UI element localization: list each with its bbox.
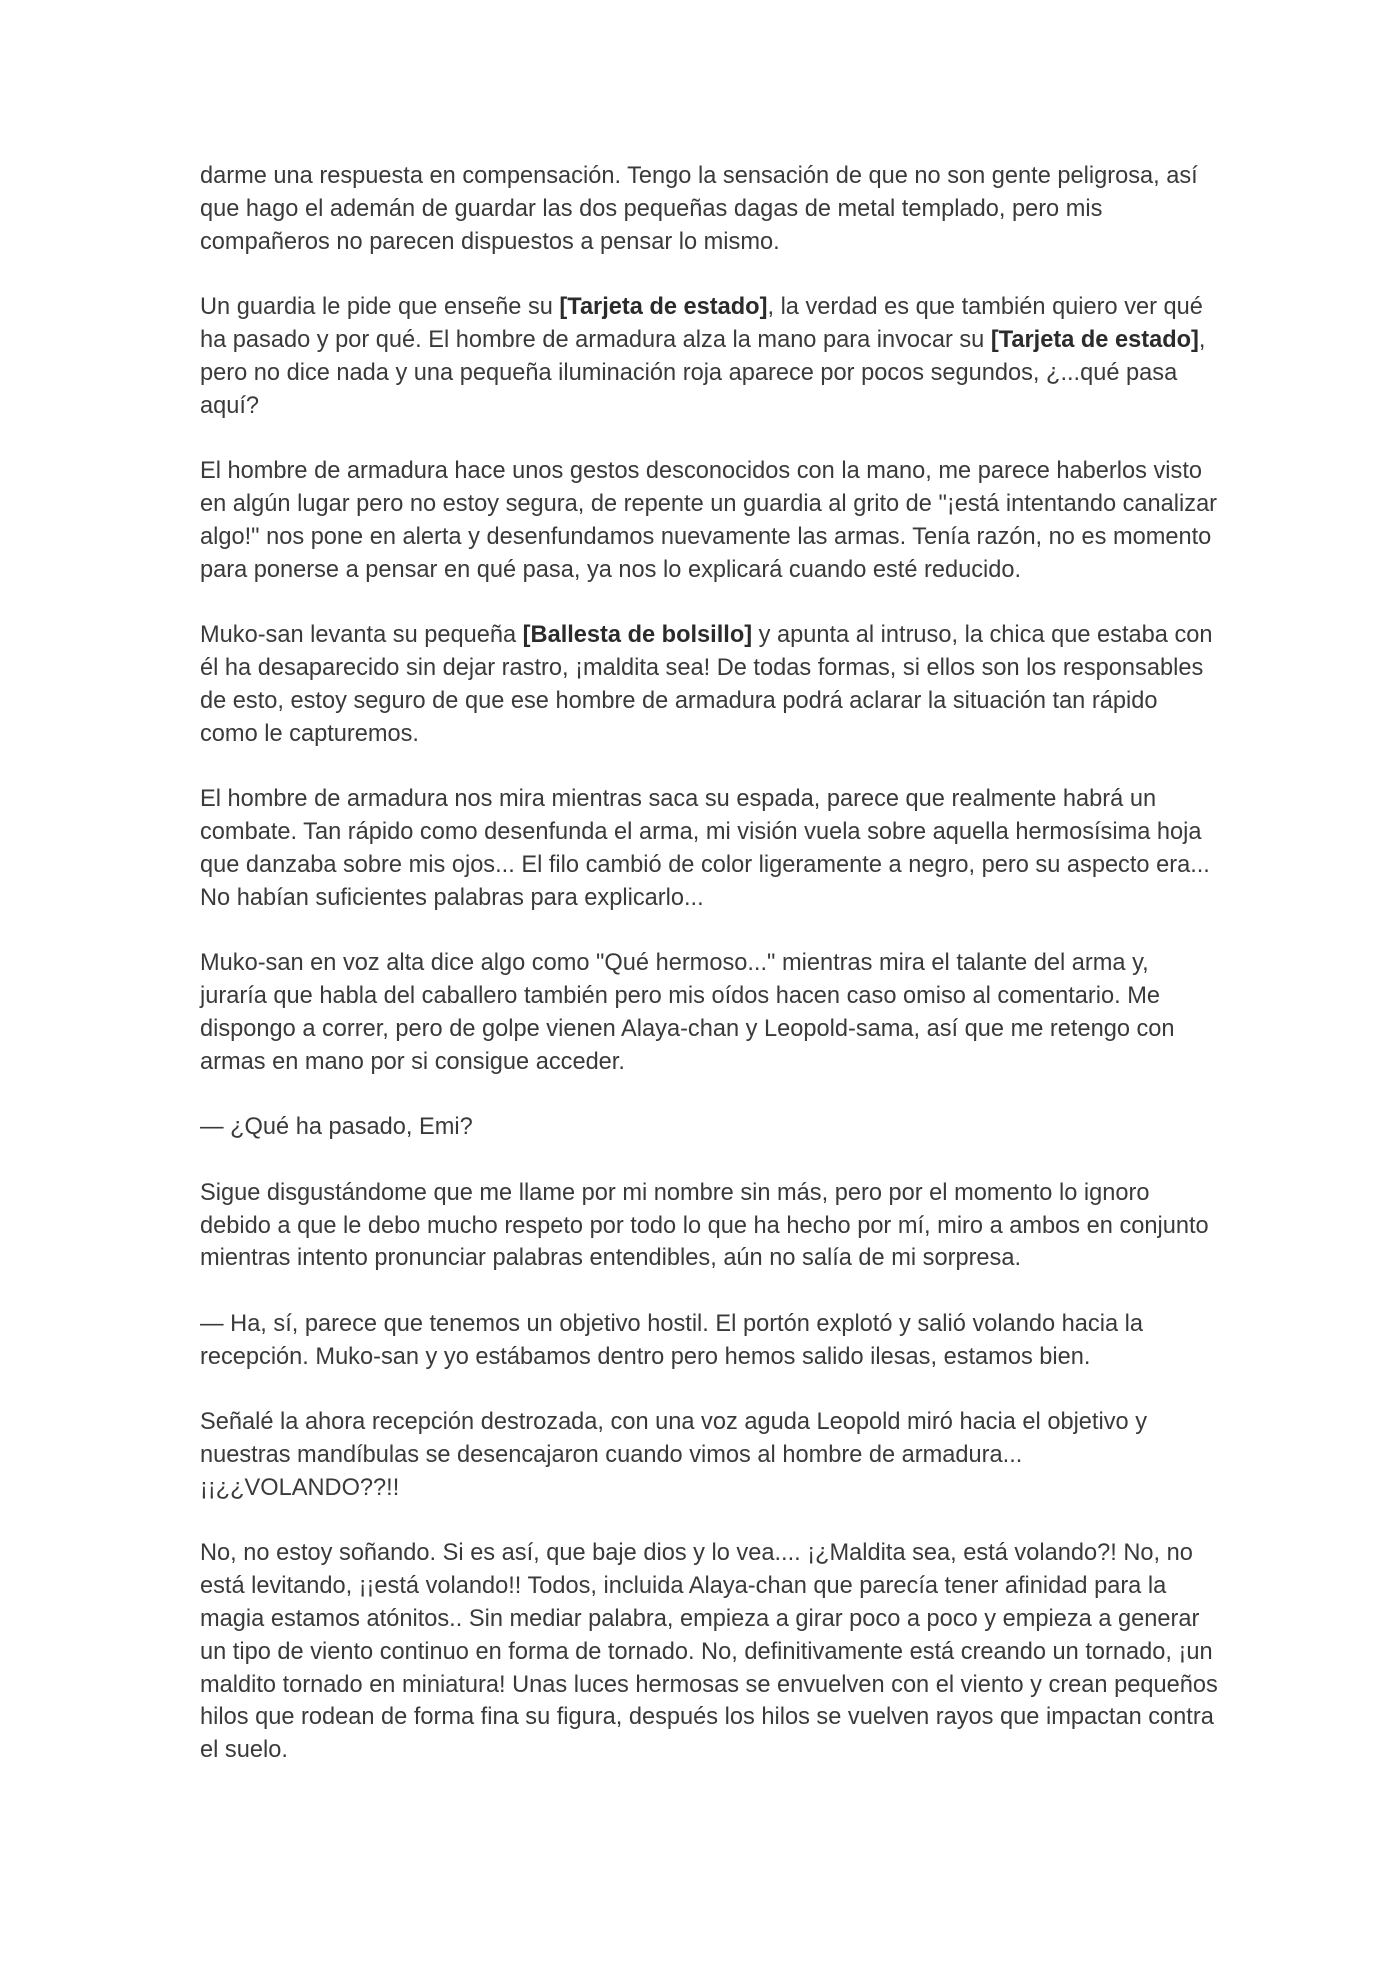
paragraph-text: El hombre de armadura nos mira mientras saca su espada, parece que realmente habrá un combate. Tan rápido como desenfunda el arma, mi visión vuela sobre aquella hermosísima hoja que danzaba sobre mis ojos... El filo cambió de color ligeramente a negro, pero su aspecto era... No habían suficientes palabras para explicarlo... [200,786,1210,911]
page-body [200,160,1220,1767]
paragraph-6 [200,947,1220,1078]
paragraph-4 [200,619,1220,750]
paragraph-text: , la verdad es que también quiero ver qué ha pasado y por qué. El hombre de armadura alza la mano para invocar su [200,294,1203,353]
paragraph-text: No, no estoy soñando. Si es así, que baje dios y lo vea.... ¡¿Maldita sea, está volando?! No, no está levitando, ¡¡está volando!! Todos, incluida Alaya-chan que parecía tener afinidad para la magia estamos atónitos.. Sin mediar palabra, empieza a girar poco a poco y empieza a generar un tipo de viento continuo en forma de tornado. No, definitivamente está creando un tornado, ¡un maldito tornado en miniatura! Unas luces hermosas se envuelven con el viento y crean pequeños hilos que rodean de forma fina su figura, después los hilos se vuelven rayos que impactan contra el suelo. [200,1540,1218,1764]
paragraph-3 [200,455,1220,586]
paragraph-text: Muko-san en voz alta dice algo como "Qué hermoso..." mientras mira el talante del arma y, juraría que habla del caballero también pero mis oídos hacen caso omiso al comentario. Me dispongo a correr, pero de golpe vienen Alaya-chan y Leopold-sama, así que me retengo con armas en mano por si consigue acceder. [200,950,1175,1075]
paragraph-2 [200,291,1220,422]
dialogue-line-2 [200,1308,1220,1374]
paragraph-5 [200,783,1220,914]
paragraph-text: El hombre de armadura hace unos gestos desconocidos con la mano, me parece haberlos visto en algún lugar pero no estoy segura, de repente un guardia al grito de "¡está intentando canalizar algo!" nos pone en alerta y desenfundamos nuevamente las armas. Tenía razón, no es momento para ponerse a pensar en qué pasa, ya nos lo explicará cuando esté reducido. [200,458,1218,583]
paragraph-text: Un guardia le pide que enseñe su [200,294,560,321]
paragraph-text: , pero no dice nada y una pequeña iluminación roja aparece por pocos segundos, ¿...qué pasa aquí? [200,326,1206,419]
paragraph-text: y apunta al intruso, la chica que estaba con él ha desaparecido sin dejar rastro, ¡maldita sea! De todas formas, si ellos son los responsables de esto, estoy seguro de que ese hombre de armadura podrá aclarar la situación tan rápido como le capturemos. [200,622,1213,747]
paragraph-8 [200,1177,1220,1275]
paragraph-10 [200,1406,1220,1504]
dialogue-text: — ¿Qué ha pasado, Emi? [200,1114,473,1141]
dialogue-line-1 [200,1111,1220,1144]
paragraph-text: Señalé la ahora recepción destrozada, con una voz aguda Leopold miró hacia el objetivo y nuestras mandíbulas se desencajaron cuando vimos al hombre de armadura... ¡¡¿¿VOLANDO??!! [200,1409,1147,1501]
dialogue-text: — Ha, sí, parece que tenemos un objetivo hostil. El portón explotó y salió volando hacia la recepción. Muko-san y yo estábamos dentro pero hemos salido ilesas, estamos bien. [200,1310,1143,1370]
paragraph-11 [200,1537,1220,1767]
status-card-term: [Tarjeta de estado] [990,326,1199,353]
pocket-crossbow-term: [Ballesta de bolsillo] [522,622,753,649]
paragraph-1 [200,160,1220,258]
status-card-term: [Tarjeta de estado] [559,294,768,321]
paragraph-text: Muko-san levanta su pequeña [200,622,523,649]
paragraph-text: Sigue disgustándome que me llame por mi nombre sin más, pero por el momento lo ignoro debido a que le debo mucho respeto por todo lo que ha hecho por mí, miro a ambos en conjunto mientras intento pronunciar palabras entendibles, aún no salía de mi sorpresa. [200,1179,1209,1272]
paragraph-text: darme una respuesta en compensación. Tengo la sensación de que no son gente peligrosa, así que hago el ademán de guardar las dos pequeñas dagas de metal templado, pero mis compañeros no parecen dispuestos a pensar lo mismo. [200,163,1198,255]
